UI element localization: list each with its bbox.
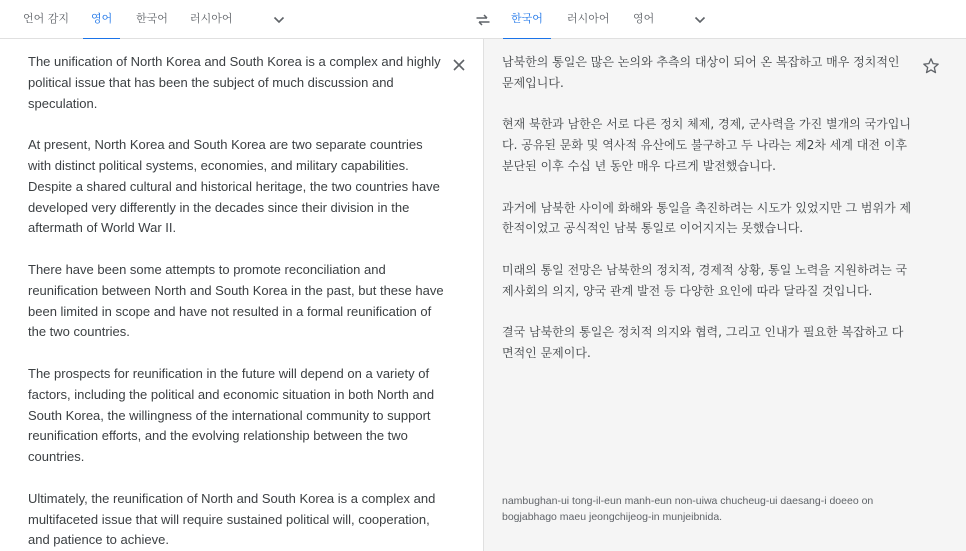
translation-output (502, 52, 912, 364)
chevron-down-icon[interactable] (693, 13, 707, 27)
translation-paragraph: 과거에 남북한 사이에 화해와 통일을 촉진하려는 시도가 있었지만 그 범위가 제한적이었고 공식적인 남북 통일로 이어지지는 못했습니다. (502, 200, 912, 236)
romanization-text: nambughan-ui tong-il-eun manh-eun non-uiwa chucheug-ui daesang-i doeeo on bogjabhago maeu jeongchijeog-in munjeibnida. (502, 495, 874, 523)
source-tab-korean[interactable]: 한국어 (136, 12, 168, 25)
translation-paragraph: 남북한의 통일은 많은 논의와 추측의 대상이 되어 온 복잡하고 매우 정치적인 문제입니다. (502, 55, 900, 90)
target-tab-russian[interactable]: 러시아어 (567, 12, 610, 25)
source-text-input[interactable] (28, 52, 446, 551)
translation-pane (483, 39, 966, 551)
source-tab-russian[interactable]: 러시아어 (190, 12, 233, 25)
target-tab-english[interactable]: 영어 (633, 12, 655, 25)
source-paragraph: The unification of North Korea and South Korea is a complex and highly political issue that has been the subject of much discussion and speculation. (28, 54, 441, 111)
source-tab-detect-language[interactable]: 언어 감지 (23, 12, 70, 25)
chevron-down-icon[interactable] (272, 13, 286, 27)
translation-paragraph: 결국 남북한의 통일은 정치적 의지와 협력, 그리고 인내가 필요한 복잡하고 다면적인 문제이다. (502, 325, 904, 361)
translation-paragraph: 미래의 통일 전망은 남북한의 정치적, 경제적 상황, 통일 노력을 지원하려는 국제사회의 의지, 양국 관계 발전 등 다양한 요인에 따라 달라질 것입니다. (502, 262, 908, 298)
source-text-pane[interactable] (10, 39, 482, 551)
source-paragraph: At present, North Korea and South Korea are two separate countries with distinct political systems, economies, and military capabilities. Despite a shared cultural and historical heritage, the two countries have developed very differently in the decades since their division in the aftermath of World War II. (28, 137, 440, 236)
target-tab-korean[interactable]: 한국어 (511, 0, 543, 39)
swap-languages-icon[interactable] (475, 12, 491, 28)
source-paragraph: Ultimately, the reunification of North and South Korea is a complex and multifaceted issue that will require sustained political will, cooperation, and patience to achieve. (28, 490, 436, 548)
source-paragraph: There have been some attempts to promote reconciliation and reunification between North and South Korea in the past, but these have been limited in scope and have not resulted in a formal reunification of the two countries. (28, 261, 444, 340)
language-bar (0, 0, 966, 39)
translation-paragraph: 현재 북한과 남한은 서로 다른 정치 체제, 경제, 군사력을 가진 별개의 국가입니다. 공유된 문화 및 역사적 유산에도 불구하고 두 나라는 제2차 세계 대전 이후 분단된 이후 수십 년 동안 매우 다르게 발전했습니다. (502, 117, 911, 173)
star-icon[interactable] (922, 57, 940, 75)
source-paragraph: The prospects for reunification in the future will depend on a variety of factors, including the political and economic situation in both North and South Korea, the willingness of the international community to support reunification efforts, and the evolving relationship between the two countries. (28, 365, 435, 465)
source-tab-english[interactable]: 영어 (91, 0, 112, 39)
close-icon[interactable] (452, 58, 466, 72)
